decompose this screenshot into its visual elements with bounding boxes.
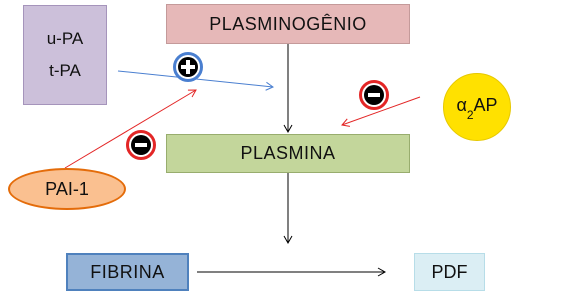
fibrina-label: FIBRINA [90, 261, 165, 282]
pai1-ellipse [8, 168, 126, 210]
plasmina-box [166, 134, 410, 173]
a2ap-label [456, 95, 498, 122]
plasminogen-label: PLASMINOGÊNIO [209, 13, 367, 34]
minus-circle-icon [126, 130, 156, 160]
minus-circle-icon [359, 80, 389, 110]
a2ap-subscript: 2 [466, 107, 474, 122]
a2ap-symbol: α [456, 95, 467, 116]
pdf-box [414, 253, 485, 291]
plasminogen-box [166, 4, 410, 44]
plasmina-label: PLASMINA [240, 143, 336, 163]
pai1-label: PAI-1 [45, 178, 89, 199]
pdf-label: PDF [431, 261, 468, 282]
a2ap-circle [443, 73, 511, 141]
plus-circle-icon [173, 52, 203, 82]
activator-tpa-label: t-PA [49, 61, 81, 80]
fibrina-box [66, 253, 189, 291]
a2ap-suffix: AP [473, 95, 498, 116]
activator-upa-label: u-PA [46, 29, 84, 48]
activators-box [23, 5, 107, 105]
